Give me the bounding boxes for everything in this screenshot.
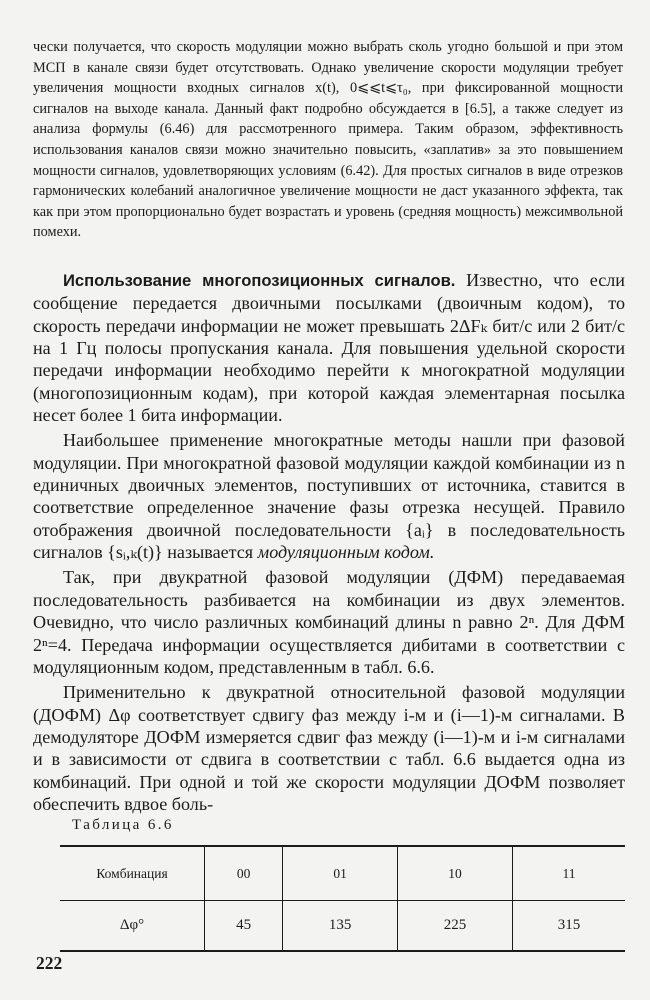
table-cell: 225 bbox=[398, 901, 513, 952]
paragraph-multiposition bbox=[33, 269, 625, 426]
main-text-block bbox=[33, 269, 625, 815]
modulation-code-term: модуляционным кодом. bbox=[257, 542, 435, 563]
table-cell: 45 bbox=[205, 901, 283, 952]
section-heading: Использование многопозиционных сигналов. bbox=[63, 271, 456, 290]
table-cell: 10 bbox=[398, 846, 513, 901]
page-number: 222 bbox=[36, 953, 63, 973]
table-cell: 135 bbox=[283, 901, 398, 952]
paragraph-multiposition-text: Известно, что если сообщение передается двоичными посылками (двоичным кодом), то скорость передачи информации не может превышать 2ΔFₖ бит/с или 2 бит/с на 1 Гц полосы пропускания канала. Для повышения удельной скорости передачи информации необходимо перейти к многократной модуляции (многопозиционным кодам), при которой каждая элементарная посылка несет более 1 бита информации. bbox=[33, 270, 625, 426]
table-cell: 315 bbox=[513, 901, 626, 952]
top-paragraph: чески получается, что скорость модуляции можно выбрать сколь угодно большой и при этом МСП в канале связи будет отсутствовать. Однако увеличение скорости модуляции требует увеличения мощности входных сигналов x(t), 0⩽⩽t⩽τ₀, при фиксированной мощности сигналов на выходе канала. Данный факт подробно обсуждается в [6.5], а также следует из анализа формулы (6.46) для рассмотренного примера. Таким образом, эффективность использования каналов связи можно значительно повысить, «заплатив» за это повышением мощности сигналов, удовлетворяющих условиям (6.42). Для простых сигналов в виде отрезков гармонических колебаний аналогичное увеличение мощности не даст указанного эффекта, так как при этом пропорционально будет возрастать и уровень (средняя мощность) межсимвольной помехи. bbox=[33, 39, 623, 241]
table-cell: 11 bbox=[513, 846, 626, 901]
paragraph-phase-modulation-text: Наибольшее применение многократные методы нашли при фазовой модуляции. При многократной фазовой модуляции каждой комбинации из n единичных двоичных элементов, поступивших от источника, ставится в соответствие определенное значение фазы отрезка несущей. Правило отображения двоичной последовательности {aᵢ} в последовательность сигналов {sᵢ,ₖ(t)} называется bbox=[33, 430, 625, 563]
table-cell: 00 bbox=[205, 846, 283, 901]
top-paragraph-block bbox=[33, 37, 623, 243]
table-6-6 bbox=[60, 845, 625, 952]
table-cell: 01 bbox=[283, 846, 398, 901]
paragraph-phase-modulation bbox=[33, 429, 625, 563]
paragraph-dfm: Так, при двукратной фазовой модуляции (ДФМ) передаваемая последовательность разбивается на комбинации из двух элементов. Очевидно, что число различных комбинаций длины n равно 2ⁿ. Для ДФМ 2ⁿ=4. Передача информации осуществляется дибитами в соответствии с модуляционным кодом, представленным в табл. 6.6. bbox=[33, 567, 625, 677]
table-row-combinations bbox=[60, 846, 625, 901]
paragraph-dofm: Применительно к двукратной относительной фазовой модуляции (ДОФМ) Δφ соответствует сдвигу фаз между i-м и (i—1)-м сигналами. В демодуляторе ДОФМ измеряется сдвиг фаз между (i—1)-м и i-м сигналами и в зависимости от сдвига в соответствии с табл. 6.6 выдается одна из комбинаций. При одной и той же скорости модуляции ДОФМ позволяет обеспечить вдвое боль- bbox=[33, 682, 625, 814]
table-row-label: Δφ° bbox=[60, 901, 205, 952]
table-header-label: Комбинация bbox=[60, 846, 205, 901]
table-row-phase bbox=[60, 901, 625, 952]
table-caption: Таблица 6.6 bbox=[72, 817, 174, 833]
